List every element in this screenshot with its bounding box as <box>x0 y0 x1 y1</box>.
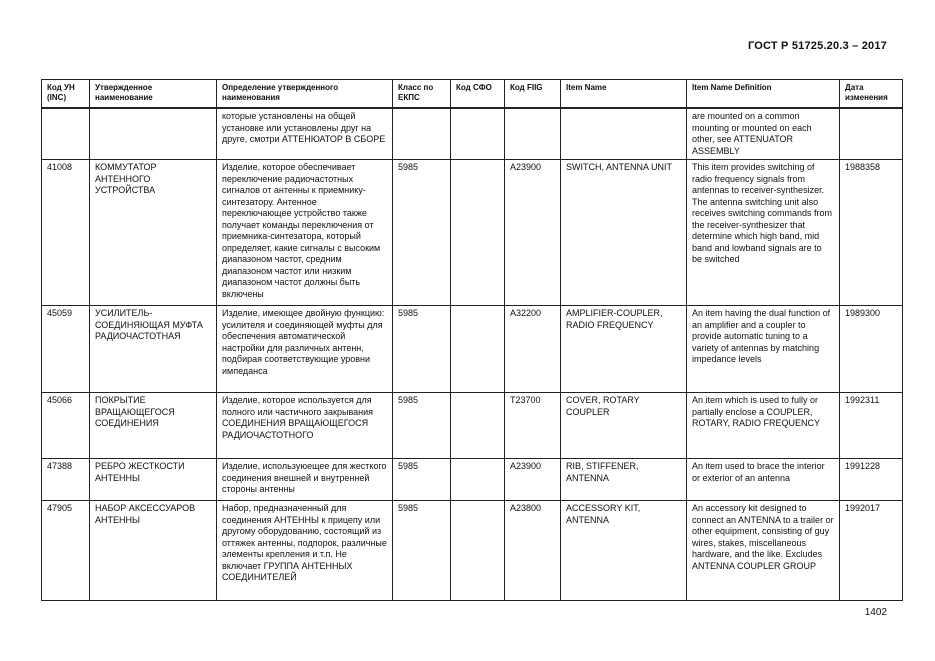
cell-fiig-code <box>505 108 561 160</box>
table-row <box>42 306 903 393</box>
cell-change-date: 1992017 <box>840 501 903 601</box>
cell-item-name-definition: An item having the dual function of an amplifier and a coupler to provide automatic tuning to a variety of antennas by matching impedance levels <box>687 306 840 393</box>
cell-sfo-code <box>451 108 505 160</box>
table-body <box>42 108 903 601</box>
cell-approved-name <box>90 108 217 160</box>
cell-item-name-definition: An item which is used to fully or partially enclose a COUPLER, ROTARY, RADIO FREQUENCY <box>687 393 840 459</box>
table-row <box>42 459 903 501</box>
table-row <box>42 501 903 601</box>
cell-sfo-code <box>451 459 505 501</box>
cell-ekps-class: 5985 <box>393 160 451 306</box>
cell-inc: 47388 <box>42 459 90 501</box>
cell-name-definition: Набор, предназначенный для соединения АНТЕННЫ к прицепу или другому оборудованию, состоящий из оттяжек антенны, подпорок, различные элементы крепления и т.п. Не включает ГРУППА АНТЕННЫХ СОЕДИНИТЕЛЕЙ <box>217 501 393 601</box>
cell-inc: 41008 <box>42 160 90 306</box>
cell-item-name: COVER, ROTARY COUPLER <box>561 393 687 459</box>
cell-change-date: 1988358 <box>840 160 903 306</box>
cell-change-date: 1989300 <box>840 306 903 393</box>
cell-fiig-code: A32200 <box>505 306 561 393</box>
cell-fiig-code: A23800 <box>505 501 561 601</box>
cell-fiig-code: A23900 <box>505 459 561 501</box>
cell-change-date <box>840 108 903 160</box>
cell-ekps-class <box>393 108 451 160</box>
cell-item-name: AMPLIFIER-COUPLER, RADIO FREQUENCY <box>561 306 687 393</box>
cell-ekps-class: 5985 <box>393 393 451 459</box>
cell-approved-name: ПОКРЫТИЕ ВРАЩАЮЩЕГОСЯ СОЕДИНЕНИЯ <box>90 393 217 459</box>
cell-item-name-definition: An item used to brace the interior or exterior of an antenna <box>687 459 840 501</box>
header-row <box>42 80 903 109</box>
cell-name-definition: Изделие, используюещее для жесткого соединения внешней и внутренней стороны антенны <box>217 459 393 501</box>
column-header-item-name: Item Name <box>561 80 687 109</box>
cell-item-name-definition: An accessory kit designed to connect an ANTENNA to a trailer or other equipment, consisting of guy wires, stakes, miscellaneous hardware, and the like. Excludes ANTENNA COUPLER GROUP <box>687 501 840 601</box>
page-number: 1402 <box>864 607 887 618</box>
cell-sfo-code <box>451 393 505 459</box>
cell-change-date: 1992311 <box>840 393 903 459</box>
cell-item-name <box>561 108 687 160</box>
cell-sfo-code <box>451 160 505 306</box>
cell-inc: 47905 <box>42 501 90 601</box>
cell-inc: 45059 <box>42 306 90 393</box>
table-header <box>42 80 903 109</box>
cell-inc <box>42 108 90 160</box>
cell-item-name: ACCESSORY KIT, ANTENNA <box>561 501 687 601</box>
column-header-item-name-definition: Item Name Definition <box>687 80 840 109</box>
table-row <box>42 393 903 459</box>
cell-name-definition: Изделие, которое используется для полного или частичного закрывания СОЕДИНЕНИЯ ВРАЩАЮЩЕГОСЯ РАДИОЧАСТОТНОГО <box>217 393 393 459</box>
column-header-inc: Код УН (INC) <box>42 80 90 109</box>
column-header-fiig-code: Код FIIG <box>505 80 561 109</box>
cell-item-name-definition: are mounted on a common mounting or mounted on each other, see ATTENUATOR ASSEMBLY <box>687 108 840 160</box>
cell-name-definition: Изделие, которое обеспечивает переключение радиочастотных сигналов от антенны к приемнику-синтезатору. Антенное переключающее устройство также получает команды переключения от приемника-синтезатора, который определяет, какие сигналы с высоким диапазоном частот, средним диапазоном частот или низким диапазоном частот должны быть включены <box>217 160 393 306</box>
cell-name-definition: Изделие, имеющее двойную функцию: усилителя и соединяющей муфты для обеспечения автоматической настройки для различных антенн, подбирая соответствующие уровни импеданса <box>217 306 393 393</box>
document-header: ГОСТ Р 51725.20.3 – 2017 <box>747 40 887 52</box>
cell-approved-name: КОММУТАТОР АНТЕННОГО УСТРОЙСТВА <box>90 160 217 306</box>
cell-ekps-class: 5985 <box>393 306 451 393</box>
cell-item-name: SWITCH, ANTENNA UNIT <box>561 160 687 306</box>
cell-item-name: RIB, STIFFENER, ANTENNA <box>561 459 687 501</box>
cell-item-name-definition: This item provides switching of radio frequency signals from antennas to receiver-synthesizer. The antenna switching unit also receives switching commands from the receiver-synthesizer that determine which high band, mid band and lowband signals are to be switched <box>687 160 840 306</box>
cell-sfo-code <box>451 306 505 393</box>
table-row <box>42 160 903 306</box>
cell-ekps-class: 5985 <box>393 459 451 501</box>
column-header-change-date: Дата изменения <box>840 80 903 109</box>
cell-inc: 45066 <box>42 393 90 459</box>
cell-approved-name: РЕБРО ЖЕСТКОСТИ АНТЕННЫ <box>90 459 217 501</box>
column-header-name-definition: Определение утвержденного наименования <box>217 80 393 109</box>
table-row <box>42 108 903 160</box>
cell-sfo-code <box>451 501 505 601</box>
column-header-sfo-code: Код СФО <box>451 80 505 109</box>
cell-ekps-class: 5985 <box>393 501 451 601</box>
column-header-approved-name: Утвержденное наименование <box>90 80 217 109</box>
column-header-ekps-class: Класс по ЕКПС <box>393 80 451 109</box>
cell-approved-name: УСИЛИТЕЛЬ-СОЕДИНЯЮЩАЯ МУФТА РАДИОЧАСТОТНАЯ <box>90 306 217 393</box>
cell-fiig-code: A23900 <box>505 160 561 306</box>
cell-name-definition: которые установлены на общей установке или установлены друг на друге, смотри АТТЕНЮАТОР В СБОРЕ <box>217 108 393 160</box>
cell-fiig-code: T23700 <box>505 393 561 459</box>
codification-table <box>41 79 903 601</box>
cell-approved-name: НАБОР АКСЕССУАРОВ АНТЕННЫ <box>90 501 217 601</box>
cell-change-date: 1991228 <box>840 459 903 501</box>
